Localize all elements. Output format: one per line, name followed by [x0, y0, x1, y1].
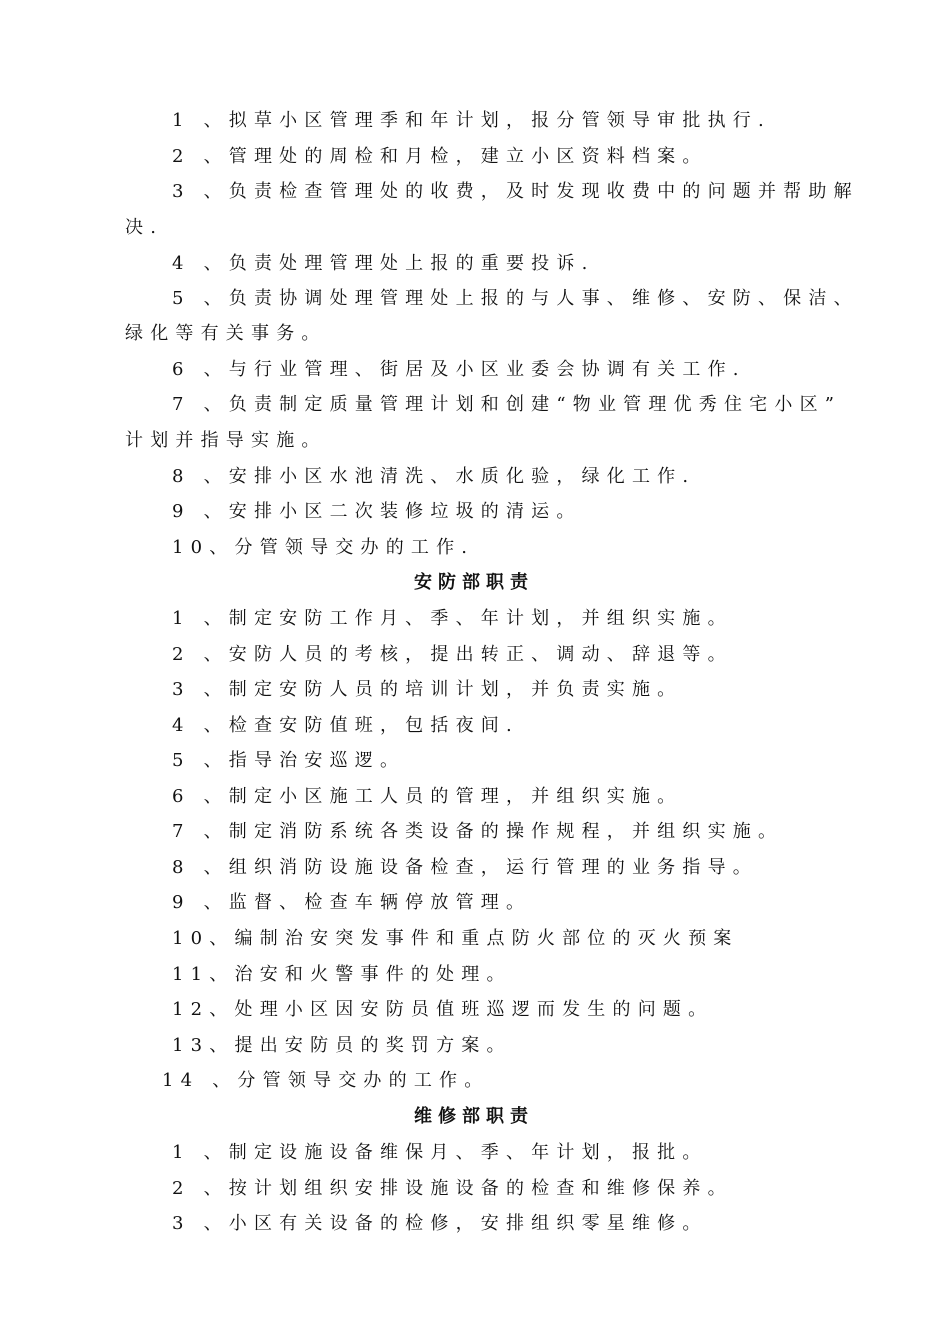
security-item-1: 1 、制定安防工作月、季、年计划，并组织实施。 — [172, 608, 733, 629]
maintenance-item-2: 2 、按计划组织安排设施设备的检查和维修保养。 — [172, 1178, 733, 1199]
general-item-7-continued: 计划并指导实施。 — [125, 430, 327, 451]
security-item-13: 13、提出安防员的奖罚方案。 — [172, 1035, 512, 1056]
maintenance-item-1: 1 、制定设施设备维保月、季、年计划，报批。 — [172, 1142, 708, 1163]
general-item-5: 5 、负责协调处理管理处上报的与人事、维修、安防、保洁、 — [172, 288, 859, 309]
security-item-8: 8 、组织消防设施设备检查，运行管理的业务指导。 — [172, 857, 758, 878]
general-item-3: 3 、负责检查管理处的收费，及时发现收费中的问题并帮助解 — [172, 181, 859, 202]
security-section-title: 安防部职责 — [414, 572, 534, 593]
general-item-5-continued: 绿化等有关事务。 — [125, 323, 327, 344]
general-item-8: 8 、安排小区水池清洗、水质化验，绿化工作. — [172, 466, 696, 487]
security-item-11: 11、治安和火警事件的处理。 — [172, 964, 512, 985]
security-item-5: 5 、指导治安巡逻。 — [172, 750, 406, 771]
general-item-7: 7 、负责制定质量管理计划和创建“物业管理优秀住宅小区” — [172, 394, 842, 415]
security-item-7: 7 、制定消防系统各类设备的操作规程，并组织实施。 — [172, 821, 784, 842]
general-item-3-continued: 决. — [125, 217, 164, 238]
general-item-2: 2 、管理处的周检和月检，建立小区资料档案。 — [172, 146, 708, 167]
security-item-9: 9 、监督、检查车辆停放管理。 — [172, 892, 532, 913]
general-item-9: 9 、安排小区二次装修垃圾的清运。 — [172, 501, 582, 522]
security-item-10: 10、编制治安突发事件和重点防火部位的灭火预案 — [172, 928, 739, 949]
general-item-1: 1 、拟草小区管理季和年计划，报分管领导审批执行. — [172, 110, 771, 131]
maintenance-section-title: 维修部职责 — [414, 1106, 534, 1127]
maintenance-item-3: 3 、小区有关设备的检修，安排组织零星维修。 — [172, 1213, 708, 1234]
general-item-4: 4 、负责处理管理处上报的重要投诉. — [172, 253, 595, 274]
security-item-3: 3 、制定安防人员的培训计划，并负责实施。 — [172, 679, 683, 700]
security-item-4: 4 、检查安防值班，包括夜间. — [172, 715, 519, 736]
security-item-14: 14 、分管领导交办的工作。 — [162, 1070, 490, 1091]
general-item-10: 10、分管领导交办的工作. — [172, 537, 475, 558]
security-item-2: 2 、安防人员的考核，提出转正、调动、辞退等。 — [172, 644, 733, 665]
security-item-12: 12、处理小区因安防员值班巡逻而发生的问题。 — [172, 999, 714, 1020]
security-item-6: 6 、制定小区施工人员的管理，并组织实施。 — [172, 786, 683, 807]
general-item-6: 6 、与行业管理、街居及小区业委会协调有关工作. — [172, 359, 746, 380]
